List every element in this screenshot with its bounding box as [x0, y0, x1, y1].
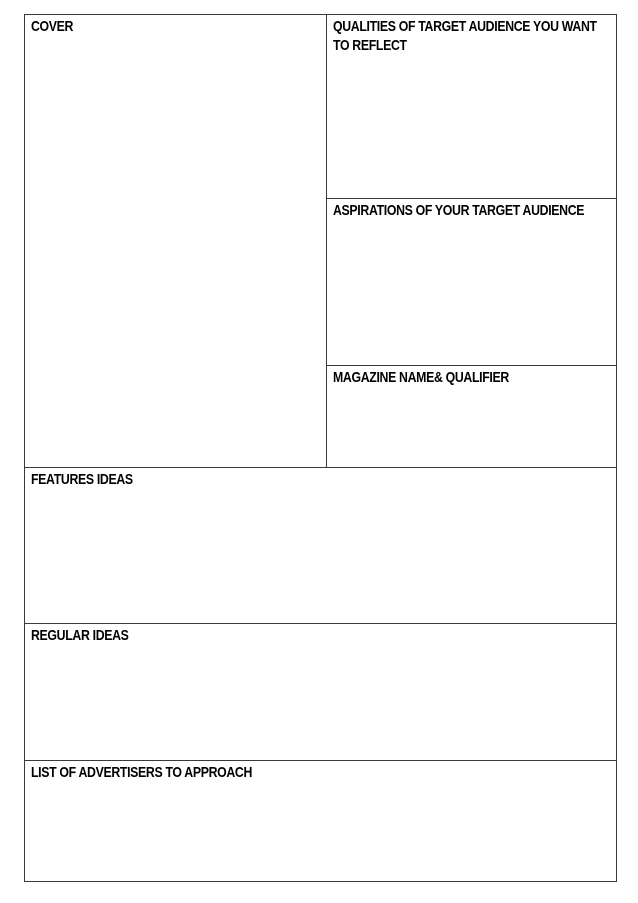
audience-aspirations-heading: ASPIRATIONS OF YOUR TARGET AUDIENCE — [333, 202, 585, 219]
regular-ideas-box — [24, 623, 617, 761]
features-ideas-heading: FEATURES IDEAS — [31, 471, 133, 488]
features-ideas-box — [24, 467, 617, 624]
audience-aspirations-box — [326, 198, 617, 366]
advertisers-list-heading: LIST OF ADVERTISERS TO APPROACH — [31, 764, 253, 781]
audience-qualities-box — [326, 14, 617, 199]
advertisers-list-box — [24, 760, 617, 882]
audience-qualities-heading: QUALITIES OF TARGET AUDIENCE YOU WANT TO REFLECT — [333, 18, 597, 54]
regular-ideas-heading: REGULAR IDEAS — [31, 627, 129, 644]
cover-box — [24, 14, 327, 468]
cover-heading: COVER — [31, 18, 74, 35]
magazine-name-box — [326, 365, 617, 468]
magazine-name-heading: MAGAZINE NAME& QUALIFIER — [333, 369, 509, 386]
